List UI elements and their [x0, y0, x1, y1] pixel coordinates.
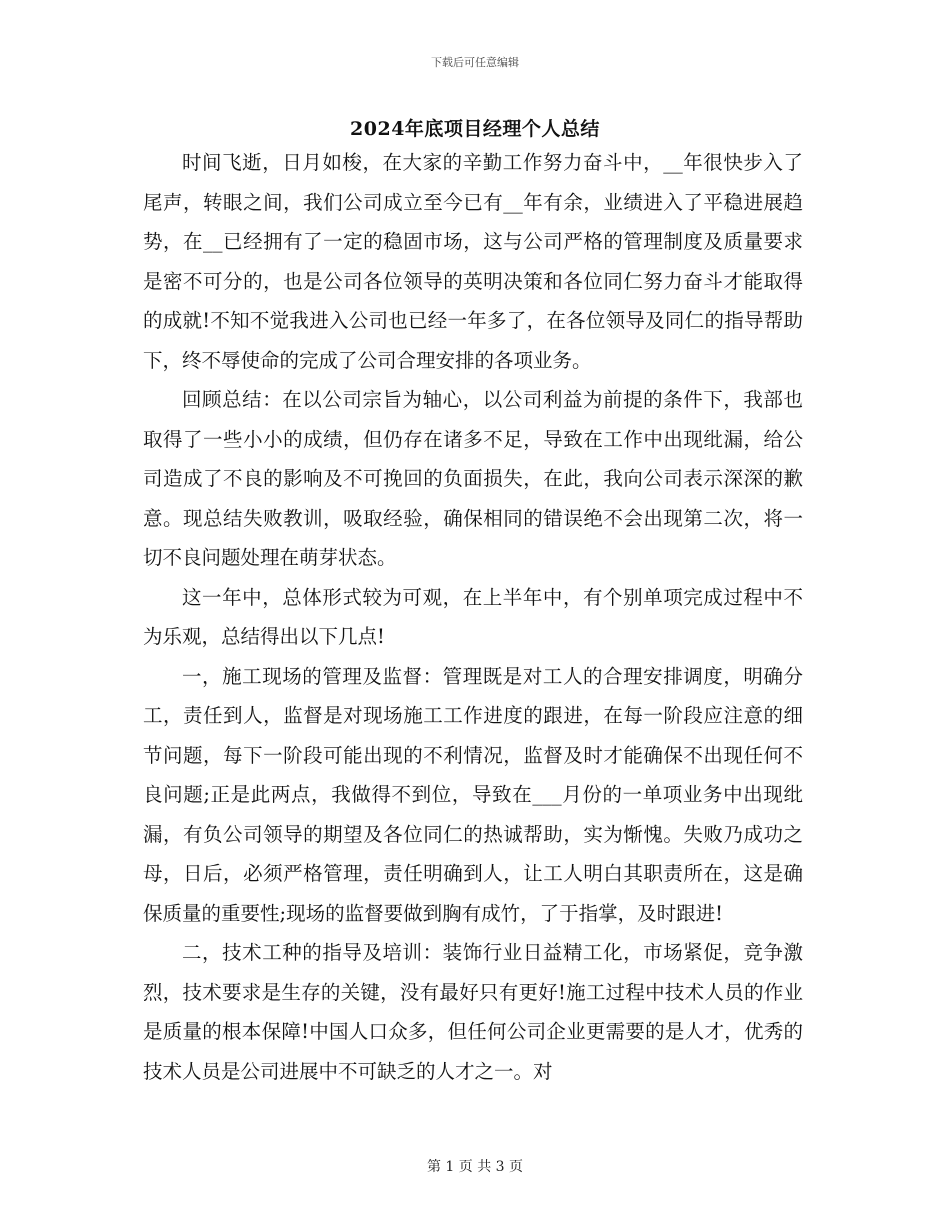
- page-number: 第 1 页 共 3 页: [426, 1159, 524, 1175]
- paragraph-intro: 时间飞逝，日月如梭，在大家的辛勤工作努力奋斗中，__年很快步入了尾声，转眼之间，我们公司成立至今已有__年有余，业绩进入了平稳进展趋势，在__已经拥有了一定的稳固市场，这与公司严格的管理制度及质量要求是密不可分的，也是公司各位领导的英明决策和各位同仁努力奋斗才能取得的成就!不知不觉我进入公司也已经一年多了，在各位领导及同仁的指导帮助下，终不辱使命的完成了公司合理安排的各项业务。: [143, 151, 803, 372]
- paragraph-point-two: 二，技术工种的指导及培训：装饰行业日益精工化，市场紧促，竞争激烈，技术要求是生存的关键，没有最好只有更好!施工过程中技术人员的作业是质量的根本保障!中国人口众多，但任何公司企业更需要的是人才，优秀的技术人员是公司进展中不可缺乏的人才之一。对: [143, 941, 803, 1083]
- paragraph-overview: 这一年中，总体形式较为可观，在上半年中，有个别单项完成过程中不为乐观，总结得出以下几点!: [143, 585, 803, 648]
- page-header-note: 下载后可任意编辑: [431, 56, 519, 69]
- paragraph-point-one: 一，施工现场的管理及监督：管理既是对工人的合理安排调度，明确分工，责任到人，监督是对现场施工工作进度的跟进，在每一阶段应注意的细节问题，每下一阶段可能出现的不利情况，监督及时才能确保不出现任何不良问题;正是此两点，我做得不到位，导致在___月份的一单项业务中出现纰漏，有负公司领导的期望及各位同仁的热诚帮助，实为惭愧。失败乃成功之母，日后，必须严格管理，责任明确到人，让工人明白其职责所在，这是确保质量的重要性;现场的监督要做到胸有成竹，了于指掌，及时跟进!: [143, 664, 803, 925]
- document-title: 2024年底项目经理个人总结: [350, 118, 600, 140]
- document-body: [143, 143, 803, 1091]
- paragraph-review: 回顾总结：在以公司宗旨为轴心，以公司利益为前提的条件下，我部也取得了一些小小的成绩，但仍存在诸多不足，导致在工作中出现纰漏，给公司造成了不良的影响及不可挽回的负面损失，在此，我向公司表示深深的歉意。现总结失败教训，吸取经验，确保相同的错误绝不会出现第二次，将一切不良问题处理在萌芽状态。: [143, 388, 803, 569]
